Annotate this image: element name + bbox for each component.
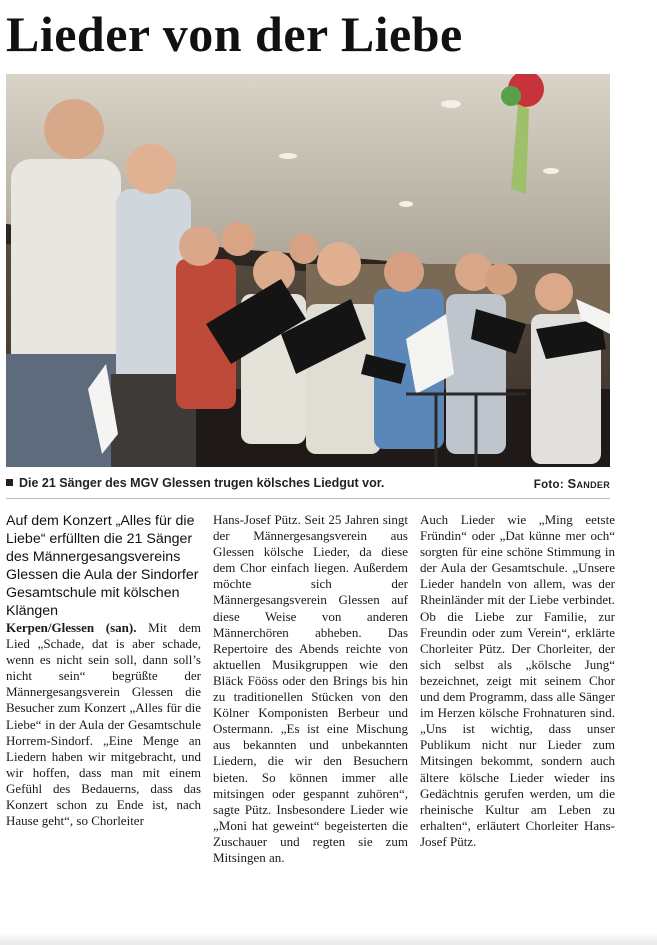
photo-credit-prefix: Foto: — [533, 479, 565, 491]
article-dateline: Kerpen/Glessen (san). — [6, 620, 137, 635]
photo-caption: Die 21 Sänger des MGV Glessen trugen kölsches Liedgut vor. — [19, 476, 385, 490]
photo-caption-row — [6, 476, 610, 496]
article-teaser: Auf dem Konzert „Alles für die Liebe“ erfüllten die 21 Sänger des Männergesangsvereins Glessen die Aula der Sindorfer Gesamtschule mit kölschen Klängen — [6, 513, 199, 619]
article-column-1 — [6, 512, 201, 829]
article-column-2 — [213, 512, 408, 866]
article-lead-paragraph — [6, 620, 201, 829]
photo-credit — [534, 476, 610, 491]
article-body-part-3: Auch Lieder wie „Ming eetste Fründin“ oder „Dat künne mer och“ sorgten für eine schöne Stimmung in der Aula der Gesamtschule. „Unsere Lieder handeln von allem, was der Rheinländer mit der Liebe verbindet. Ob die Liebe zur Familie, zur Freundin oder zum Verein“, erklärte Chorleiter Pütz. Der Chorleiter, der sich selbst als „kölsche Jung“ bezeichnet, zeigt mit seinem Chor und dem Programm, dass alle Sänger im Herzen kölsche Frohnaturen sind. „Uns ist wichtig, dass unser Publikum nicht nur Lieder zum Mitsingen bekommt, sondern auch ältere kölsche Lieder wieder ins Gedächtnis gerufen werden, um die rheinische Kultur am Leben zu erhalten“, erläutert Chorleiter Hans-Josef Pütz. — [420, 512, 615, 849]
photo-credit-name: Sander — [567, 476, 610, 491]
choir-photo-illustration — [6, 74, 610, 467]
caption-divider — [6, 498, 610, 499]
article-body-part-1: Mit dem Lied „Schade, dat is aber schade, wenn es nicht sein soll, dann soll’s nicht sein“ begrüßte der Männergesangsverein Glessen die Besucher zum Konzert „Alles für die Liebe“ in der Aula der Gesamtschule Horrem-Sindorf. „Eine Menge an Liedern haben wir mitgebracht, und wir hoffen, dass man mit einem Gefühl des Bedauerns, dass das Konzert schon zu Ende ist, nach Hause geht“, so Chorleiter — [6, 620, 201, 829]
article-body-part-2: Hans-Josef Pütz. Seit 25 Jahren singt der Männergesangsverein aus Glessen kölsche Lieder, da diese dem Chor einfach liegen. Außerdem möchte sich der Männergesangsverein Glessen auf diese Weise von anderen Männerchören abheben. Das Repertoire des Abends reichte von aktuellen Musikgruppen wie den Bläck Fööss oder den Brings bis hin zu traditionellen Stücken von den Kölner Komponisten Berbeur und Ostermann. „Es ist eine Mischung aus bekannten und unbekannten Liedern, die wir den Besuchern bieten. So können immer alle mitsingen oder gespannt zuhören“, sagte Pütz. Insbesondere Lieder wie „Moni hat geweint“ begeisterten die Zuschauer und regten sie zum Mitsingen an. — [213, 512, 408, 865]
article-column-3 — [420, 512, 615, 850]
choir-photo — [6, 74, 610, 467]
caption-bullet-icon — [6, 479, 13, 486]
page-bottom-edge — [0, 932, 657, 945]
headline: Lieder von der Liebe — [6, 6, 463, 62]
